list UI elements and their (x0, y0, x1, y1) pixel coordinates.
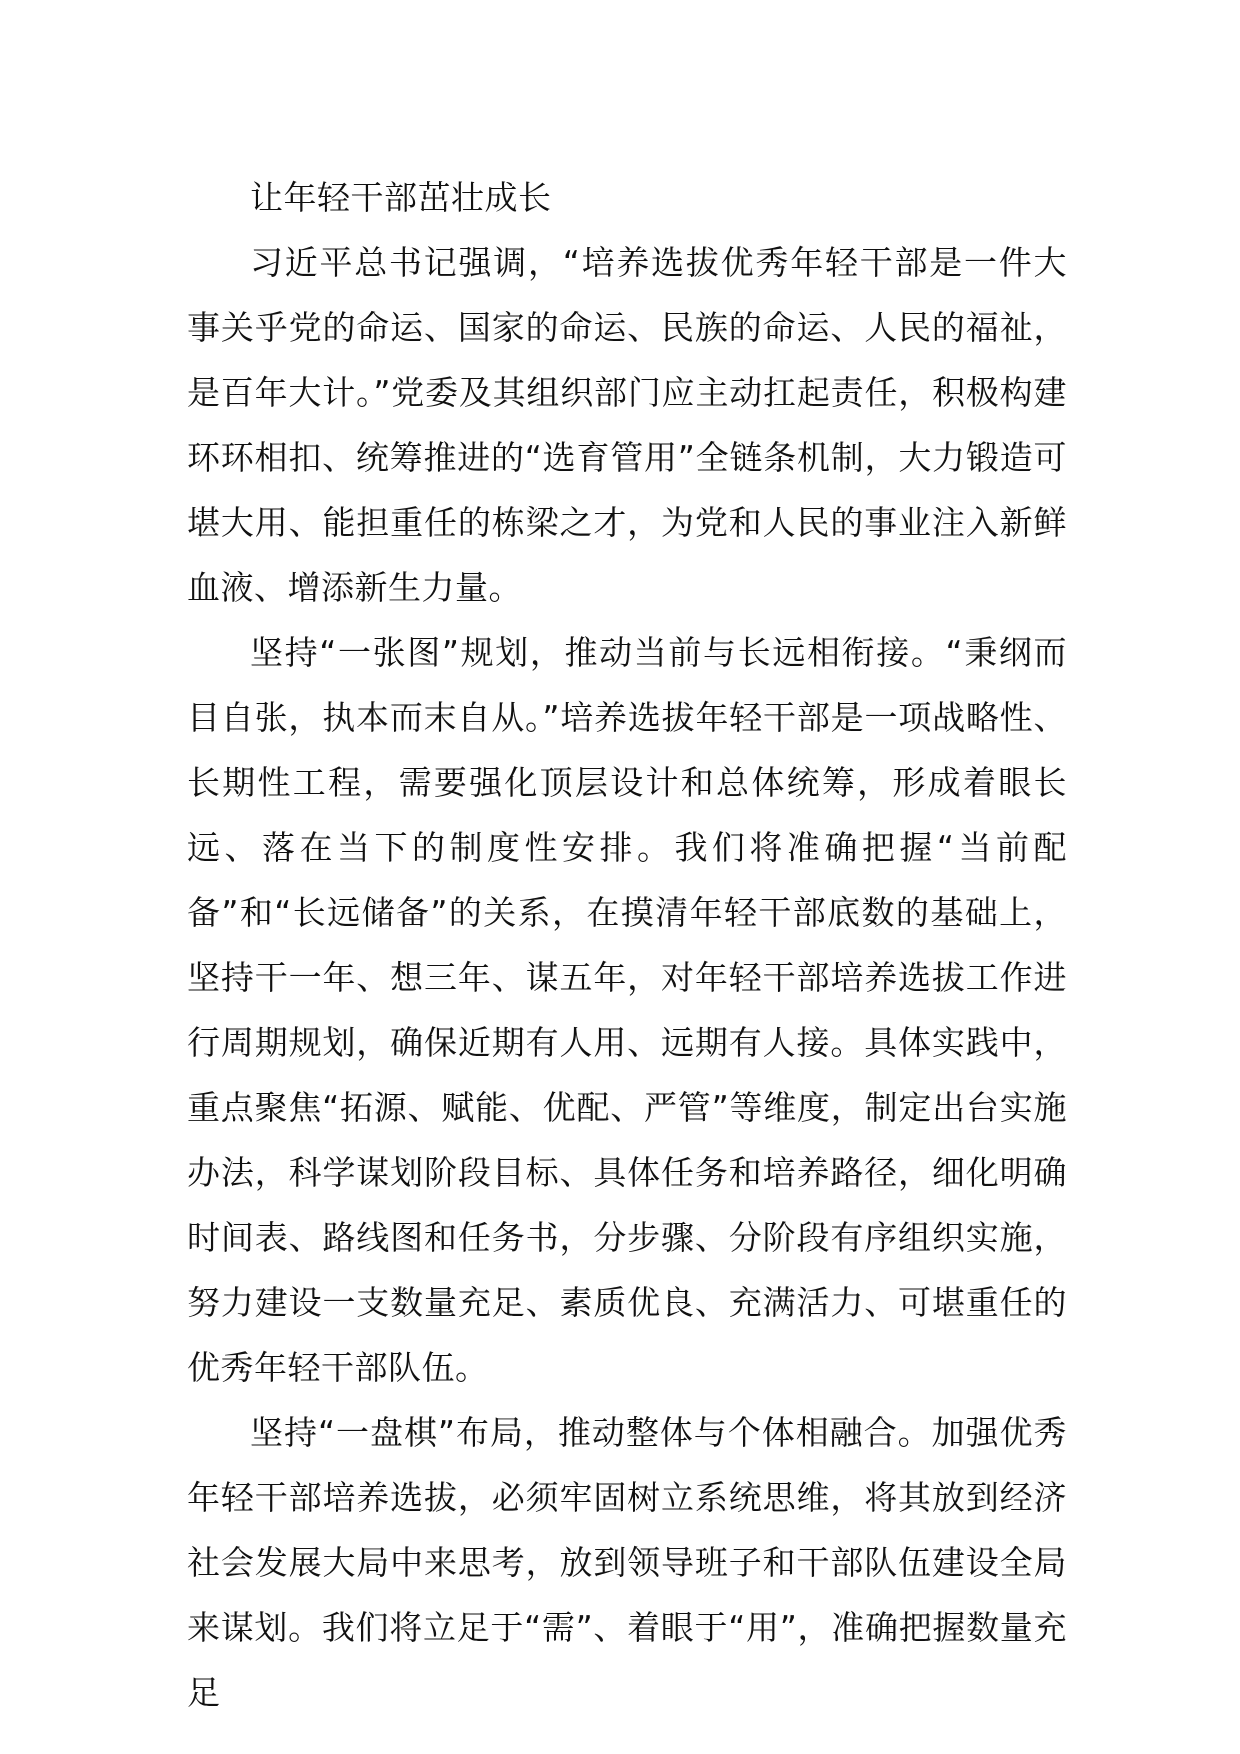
paragraph-planning: 坚持“一张图”规划，推动当前与长远相衔接。“秉纲而目自张，执本而末自从。”培养选拔年轻干部是一项战略性、长期性工程，需要强化顶层设计和总体统筹，形成着眼长远、落在当下的制度性安排。我们将准确把握“当前配备”和“长远储备”的关系，在摸清年轻干部底数的基础上，坚持干一年、想三年、谋五年，对年轻干部培养选拔工作进行周期规划，确保近期有人用、远期有人接。具体实践中，重点聚焦“拓源、赋能、优配、严管”等维度，制定出台实施办法，科学谋划阶段目标、具体任务和培养路径，细化明确时间表、路线图和任务书，分步骤、分阶段有序组织实施，努力建设一支数量充足、素质优良、充满活力、可堪重任的优秀年轻干部队伍。 (187, 633, 1067, 1387)
paragraph-layout: 坚持“一盘棋”布局，推动整体与个体相融合。加强优秀年轻干部培养选拔，必须牢固树立系统思维，将其放到经济社会发展大局中来思考，放到领导班子和干部队伍建设全局来谋划。我们将立足于“需”、着眼于“用”，准确把握数量充足 (187, 1413, 1067, 1712)
paragraph-intro: 习近平总书记强调，“培养选拔优秀年轻干部是一件大事关乎党的命运、国家的命运、民族的命运、人民的福祉，是百年大计。”党委及其组织部门应主动扛起责任，积极构建环环相扣、统筹推进的“选育管用”全链条机制，大力锻造可堪大用、能担重任的栋梁之才，为党和人民的事业注入新鲜血液、增添新生力量。 (187, 243, 1067, 607)
document-title: 让年轻干部茁壮成长 (250, 178, 552, 217)
document-body (187, 165, 1067, 1725)
